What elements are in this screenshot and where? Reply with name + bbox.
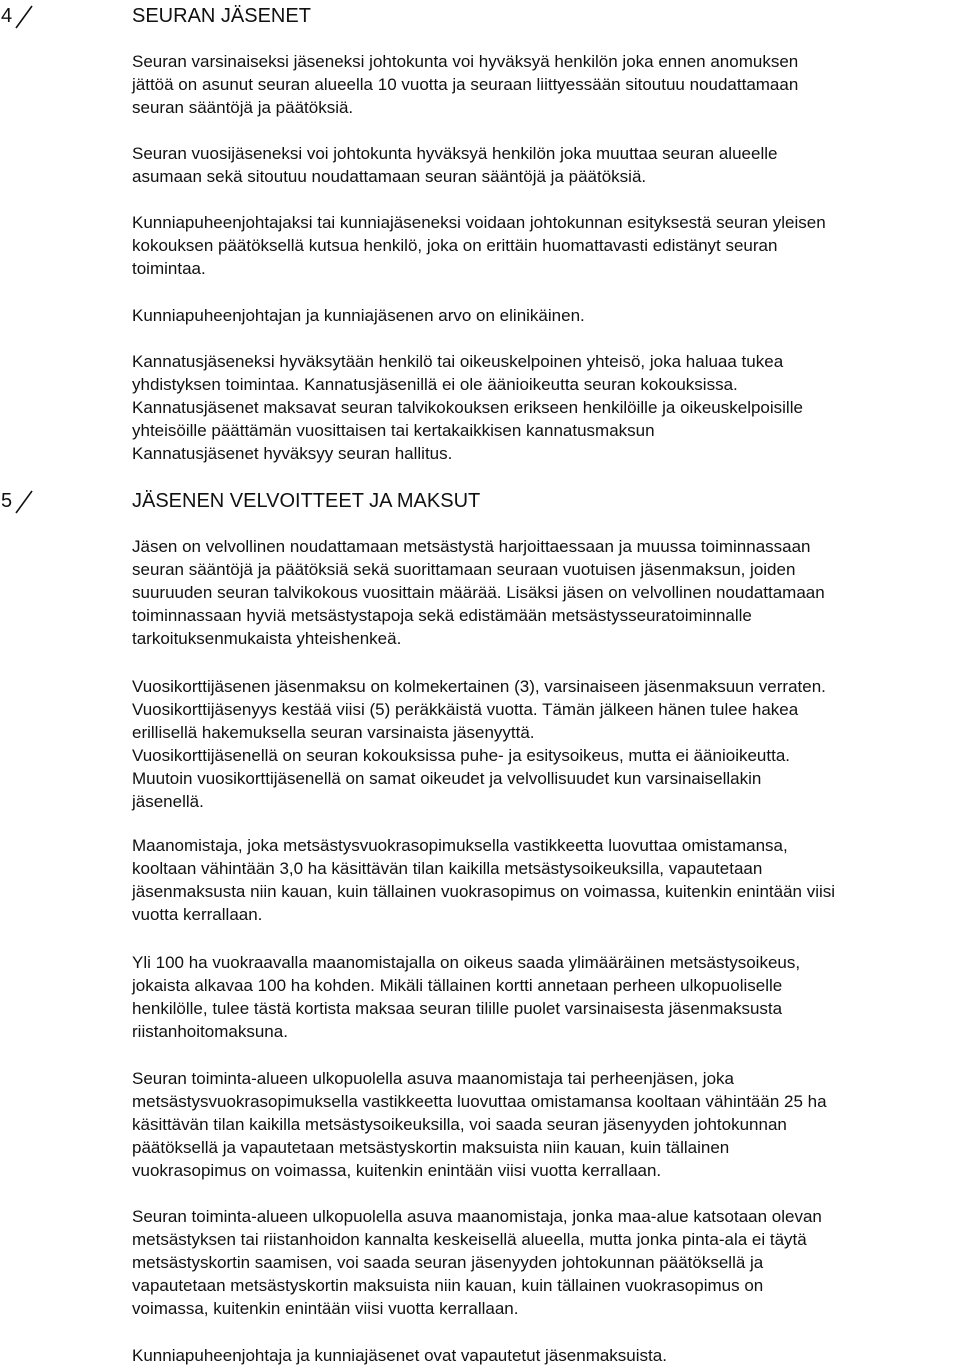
text-line: Seuran toiminta-alueen ulkopuolella asuva maanomistaja, jonka maa-alue katsotaan olevan — [132, 1207, 822, 1226]
text-line: voimassa, kuitenkin enintään viisi vuotta kerrallaan. — [132, 1299, 519, 1318]
section-sign-icon — [14, 489, 34, 515]
text-line: Vuosikorttijäsenyys kestää viisi (5) peräkkäistä vuotta. Tämän jälkeen hänen tulee hakea — [132, 700, 799, 719]
text-line: suuruuden seuran talvikokous vuosittain määrää. Lisäksi jäsen on velvollinen noudattamaan — [132, 583, 825, 602]
text-line: jäsenmaksusta niin kauan, kuin tällainen vuokrasopimus on voimassa, kuitenkin enintään viisi — [132, 882, 836, 901]
text-line: kokouksen päätöksellä kutsua henkilö, joka on erittäin huomattavasti edistänyt seuran — [132, 236, 778, 255]
text-line: seuran sääntöjä ja päätöksiä. — [132, 98, 354, 117]
section-number: 5 — [1, 490, 13, 512]
text-line: erillisellä hakemuksella seuran varsinaista jäsenyyttä. — [132, 723, 535, 742]
text-line: Maanomistaja, joka metsästysvuokrasopimuksella vastikkeetta luovuttaa omistamansa, — [132, 836, 788, 855]
text-line: Vuosikorttijäsenen jäsenmaksu on kolmekertainen (3), varsinaiseen jäsenmaksuun verraten. — [132, 677, 826, 696]
text-line: riistanhoitomaksuna. — [132, 1022, 288, 1041]
text-line: Kannatusjäsenet maksavat seuran talvikokouksen erikseen henkilöille ja oikeuskelpoisille — [132, 398, 803, 417]
section-number: 4 — [1, 5, 13, 27]
paragraph — [132, 304, 960, 327]
paragraph — [132, 211, 960, 280]
text-line: Muutoin vuosikorttijäsenellä on samat oikeudet ja velvollisuudet kun varsinaisellakin — [132, 769, 762, 788]
section-heading — [0, 486, 960, 516]
text-line: toimintaa. — [132, 259, 206, 278]
paragraph — [132, 142, 960, 188]
text-line: metsästysvuokrasopimuksella vastikkeetta luovuttaa omistamansa kooltaan vähintään 25 ha — [132, 1092, 827, 1111]
paragraph — [132, 535, 960, 650]
paragraph — [132, 1344, 960, 1367]
text-line: Kunniapuheenjohtaja ja kunniajäsenet ovat vapautetut jäsenmaksuista. — [132, 1346, 667, 1365]
text-line: yhteisöille päättämän vuosittaisen tai kertakaikkisen kannatusmaksun — [132, 421, 655, 440]
text-line: Seuran vuosijäseneksi voi johtokunta hyväksyä henkilön joka muuttaa seuran alueelle — [132, 144, 778, 163]
paragraph — [132, 1067, 960, 1182]
paragraph — [132, 1205, 960, 1320]
section-title: JÄSENEN VELVOITTEET JA MAKSUT — [132, 490, 481, 512]
paragraph — [132, 834, 960, 926]
text-line: metsästyksen tai riistanhoidon kannalta keskeisellä alueella, mutta jonka pinta-ala ei täytä — [132, 1230, 807, 1249]
text-line: Vuosikorttijäsenellä on seuran kokouksissa puhe- ja esitysoikeus, mutta ei äänioikeutta. — [132, 746, 791, 765]
text-line: seuran sääntöjä ja päätöksiä sekä suorittamaan seuraan vuotuisen jäsenmaksun, joiden — [132, 560, 796, 579]
section-heading — [0, 1, 960, 31]
text-line: Seuran toiminta-alueen ulkopuolella asuva maanomistaja tai perheenjäsen, joka — [132, 1069, 734, 1088]
section-sign-icon — [14, 4, 34, 30]
text-line: yhdistyksen toimintaa. Kannatusjäsenillä ei ole äänioikeutta seuran kokouksissa. — [132, 375, 738, 394]
text-line: henkilölle, tulee tästä kortista maksaa seuran tilille puolet varsinaisesta jäsenmaksusta — [132, 999, 783, 1018]
text-line: tarkoituksenmukaista yhteishenkeä. — [132, 629, 402, 648]
text-line: kooltaan vähintään 3,0 ha käsittävän tilan kaikilla metsästysoikeuksilla, vapautetaan — [132, 859, 763, 878]
text-line: jokaista alkavaa 100 ha kohden. Mikäli tällainen kortti annetaan perheen ulkopuoliselle — [132, 976, 783, 995]
text-line: päätöksellä ja vapautetaan metsästyskortin maksuista niin kauan, kuin tällainen — [132, 1138, 730, 1157]
text-line: Kunniapuheenjohtajan ja kunniajäsenen arvo on elinikäinen. — [132, 306, 585, 325]
paragraph — [132, 951, 960, 1043]
text-line: metsästyskortin saamisen, voi saada seuran jäsenyyden johtokunnan päätöksellä ja — [132, 1253, 764, 1272]
text-line: vuokrasopimus on voimassa, kuitenkin enintään viisi vuotta kerrallaan. — [132, 1161, 662, 1180]
text-line: Jäsen on velvollinen noudattamaan metsästystä harjoittaessaan ja muussa toiminnassaan — [132, 537, 811, 556]
text-line: käsittävän tilan kaikilla metsästysoikeuksilla, voi saada seuran jäsenyyden johtokunnan — [132, 1115, 787, 1134]
text-line: vapautetaan metsästyskortin maksuista niin kauan, kuin tällainen vuokrasopimus on — [132, 1276, 764, 1295]
text-line: Yli 100 ha vuokraavalla maanomistajalla on oikeus saada ylimääräinen metsästysoikeus, — [132, 953, 801, 972]
text-line: Kannatusjäsenet hyväksyy seuran hallitus. — [132, 444, 453, 463]
section-title: SEURAN JÄSENET — [132, 5, 311, 27]
text-line: toiminnassaan hyviä metsästystapoja sekä edistämään metsästysseuratoiminnalle — [132, 606, 752, 625]
text-line: Seuran varsinaiseksi jäseneksi johtokunta voi hyväksyä henkilön joka ennen anomuksen — [132, 52, 799, 71]
text-line: asumaan sekä sitoutuu noudattamaan seuran sääntöjä ja päätöksiä. — [132, 167, 647, 186]
text-line: vuotta kerrallaan. — [132, 905, 263, 924]
text-line: jättöä on asunut seuran alueella 10 vuotta ja seuraan liittyessään sitoutuu noudattamaan — [132, 75, 799, 94]
paragraph — [132, 350, 960, 465]
paragraph — [132, 50, 960, 119]
text-line: jäsenellä. — [132, 792, 204, 811]
paragraph — [132, 675, 960, 813]
text-line: Kannatusjäseneksi hyväksytään henkilö tai oikeuskelpoinen yhteisö, joka haluaa tukea — [132, 352, 784, 371]
text-line: Kunniapuheenjohtajaksi tai kunniajäseneksi voidaan johtokunnan esityksestä seuran yleisen — [132, 213, 826, 232]
